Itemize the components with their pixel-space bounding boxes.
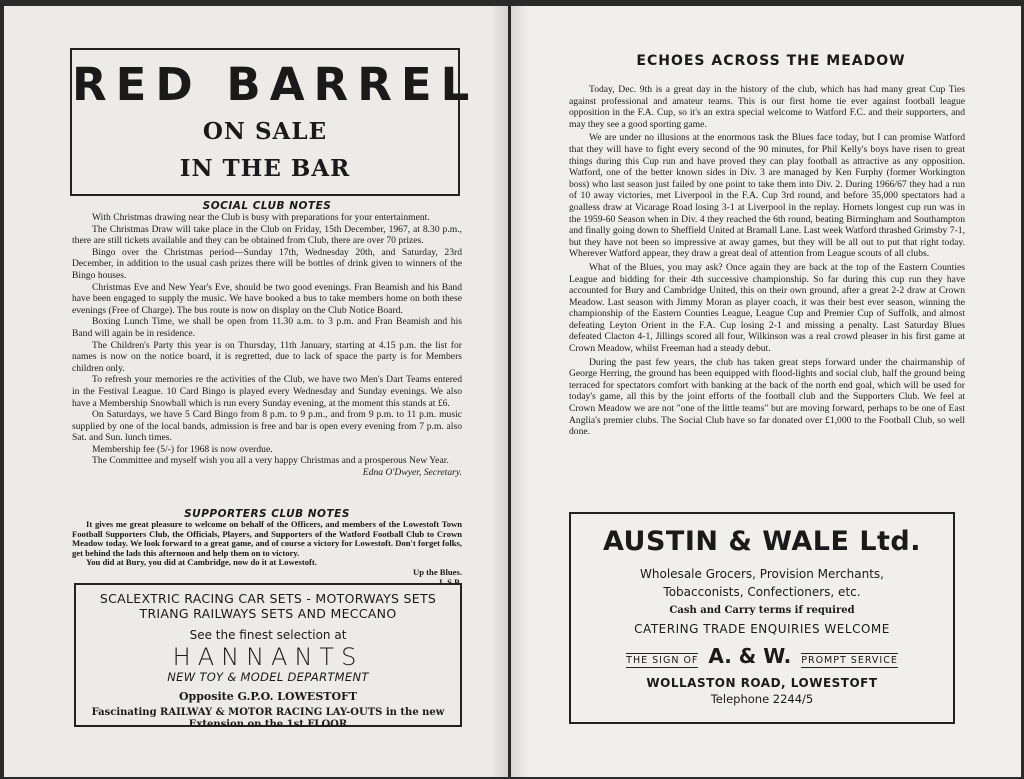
in-the-bar-text: IN THE BAR <box>179 155 351 182</box>
hannants-line1: SCALEXTRIC RACING CAR SETS - MOTORWAYS SETS <box>99 591 437 606</box>
left-page <box>4 6 508 777</box>
supporters-initials: L.S.B. <box>439 576 462 587</box>
sign-of-text: THE SIGN OF <box>626 655 699 666</box>
paragraph: Christmas Eve and New Year's Eve, should be two good evenings. Fran Beamish and his Band have been engaged to supply the music. We have booked a bus to take members home on both these evenings (Free of Charge). The bus route is now on display on the Club Notice Board. <box>72 281 462 316</box>
paragraph: Membership fee (5/-) for 1968 is now overdue. <box>92 443 273 455</box>
social-club-notes <box>72 200 462 479</box>
aw-logo-text: A. & W. <box>708 644 792 668</box>
echoes-heading: ECHOES ACROSS THE MEADOW <box>636 53 906 69</box>
social-club-heading: SOCIAL CLUB NOTES <box>202 200 332 212</box>
paragraph: To refresh your memories re the activities of the Club, we have two Men's Dart Teams entered in the Festival League. 10 Card Bingo is played every Wednesday and Sunday evenings. We also have a Membership Snowball which is run every Sunday evening, at the moment this stands at £6. <box>72 374 462 409</box>
red-barrel-title: RED BARREL <box>72 58 479 111</box>
secretary-signature: Edna O'Dwyer, Secretary. <box>362 467 462 479</box>
hannants-advert <box>74 583 462 730</box>
austin-wale-sign-row <box>571 644 953 668</box>
paragraph: On Saturdays, we have 5 Card Bingo from 8 p.m. to 9 p.m., and from 9 p.m. to 11 p.m. music supplied by one of the local bands, admission is free and bar is open every evening from 7 p.m. also Sat. and Sun. lunch times. <box>72 409 462 444</box>
paragraph: You did at Bury, you did at Cambridge, now do it at Lowestoft. <box>86 557 317 568</box>
echoes-body <box>569 84 965 438</box>
hannants-line3: See the finest selection at <box>189 628 347 642</box>
spine-shadow <box>511 6 529 777</box>
austin-wale-address: WOLLASTON ROAD, LOWESTOFT <box>646 676 878 690</box>
paragraph: Boxing Lunch Time, we shall be open from 11.30 a.m. to 3 p.m. and Fran Beamish and his Band will again be in residence. <box>72 316 462 339</box>
austin-wale-line2: Tobacconists, Confectioners, etc. <box>663 585 861 599</box>
secretary-signature-row <box>72 467 462 479</box>
austin-wale-cash: Cash and Carry terms if required <box>669 605 855 616</box>
paragraph: Today, Dec. 9th is a great day in the history of the club, which has had many great Cup Ties against professional and amateur teams. This is our first home tie ever against football league opposition in the F.A. Cup, so it's an extra special welcome to Watford F.C. and their supporters, and may they see a good sporting game. <box>569 84 965 130</box>
supporters-club-notes <box>72 508 462 587</box>
austin-wale-advert <box>569 512 955 724</box>
echoes-article <box>569 84 965 440</box>
paragraph: It gives me great pleasure to welcome on behalf of the Officers, and members of the Lowestoft Town Football Supporters Club, the Officials, Players, and Supporters of the Watford Football Club to Crown Meadow today. We look forward to a great game, and of course a victory for Lowestoft. Don't forget folks, get behind the lads this afternoon and help them on to victory. <box>72 519 462 558</box>
paragraph: The Children's Party this year is on Thursday, 11th January, starting at 4.15 p.m. the list for names is now on the notice board, it is regretted, due to lack of space the party is for Members children only. <box>72 339 462 374</box>
austin-wale-telephone: Telephone 2244/5 <box>710 692 814 706</box>
prompt-service-text: PROMPT SERVICE <box>801 655 898 666</box>
right-page <box>511 6 1021 777</box>
paragraph: Bingo over the Christmas period—Sunday 17th, Wednesday 20th, and Saturday, 23rd December, in addition to the usual cash prizes there will be bottles of drink given to winners of the Bingo houses. <box>72 246 462 281</box>
social-club-body <box>72 212 462 467</box>
austin-wale-line1: Wholesale Grocers, Provision Merchants, <box>640 567 884 581</box>
hannants-layouts: Fascinating RAILWAY & MOTOR RACING LAY-OUTS in the new Extension on the 1st FLOOR <box>91 707 445 730</box>
supporters-signoff: Up the Blues. <box>413 566 462 577</box>
paragraph: What of the Blues, you may ask? Once again they are back at the top of the Eastern Counties League and bidding for their 4th successive championship. So far during this cup run they have accounted for Bury and Cambridge United, this on their own ground, after a great 2-2 draw at Crown Meadow. Last season with Jimmy Moran as player coach, it was their best ever season, winning the championship of the Eastern Counties League, League Cup and Premier Cup of Suffolk, and almost defeating Leyton Orient in the F.A. Cup losing 2-1 and missing a penalty. Last Saturday Blues defeated Clacton 4-1, Jillings scored all four, Wilkinson was a real crowd pleaser in his first game at Crown Meadow, whilst Freeman had a steady debut. <box>569 261 965 355</box>
hannants-name: HANNANTS <box>172 643 364 671</box>
paragraph: The Christmas Draw will take place in the Club on Friday, 15th December, 1967, at 8.30 p.m., there are still tickets available and they can be obtained from Club, there are over 70 prizes. <box>72 223 462 247</box>
red-barrel-advert <box>70 48 479 196</box>
hannants-line2: TRIANG RAILWAYS SETS AND MECCANO <box>139 606 397 621</box>
austin-wale-title: AUSTIN & WALE Ltd. <box>602 526 922 557</box>
paragraph: During the past few years, the club has taken great steps forward under the chairmanship of George Herring, the ground has been equipped with flood-lights and social club, half the ground being terraced for spectators comfort with banking at the back of the north end goal, which will be used for today's game, all this by the joint efforts of the football club and the Supporters Club. We feel at Crown Meadow we are not "one of the little teams" but are moving forward, perhaps to be one of East Anglia's premier clubs. The Social Club have so far donated over £1,000 to the Football Club, so well done. <box>569 356 965 438</box>
spine-shadow <box>490 6 508 777</box>
hannants-department: NEW TOY & MODEL DEPARTMENT <box>167 670 369 684</box>
supporters-club-body <box>72 520 462 568</box>
hannants-address: Opposite G.P.O. LOWESTOFT <box>178 690 358 703</box>
paragraph: With Christmas drawing near the Club is busy with preparations for your entertainment. <box>92 212 430 223</box>
paragraph: The Committee and myself wish you all a very happy Christmas and a prosperous New Year. <box>92 455 449 467</box>
on-sale-text: ON SALE <box>202 118 328 145</box>
paragraph: We are under no illusions at the enormous task the Blues face today, but I can promise Watford that they will have to fight every second of the 90 minutes, for Phil Kelly's boys have risen to great things during this Cup run and have proved they can play football as attractive as any opposition. Watford, one of the better known sides in Div. 3 are managed by Ken Furphy (former Workington boss) who last season just failed by one point to take them into Div. 2. During 1966/67 they had a run of 10 away victories, met Liverpool in the F.A. Cup 3rd round, and before 35,000 spectators had a goalless draw at Vicarage Road losing 3-1 at Liverpool in the replay. Hornets longest cup run was in the 1959-60 Season when in Div. 4 they reached the 6th round, beating Birmingham and Southampton and finally going down to Sheffield United at Bramall Lane. Last week Watford thrashed Grimsby 7-1, but they have not been so impressive at away games, but they will be all out to put that right today. Wherever Watford appear, they draw a great deal of attention from League scouts of all clubs. <box>569 132 965 260</box>
austin-wale-catering: CATERING TRADE ENQUIRIES WELCOME <box>634 622 890 636</box>
supporters-club-heading: SUPPORTERS CLUB NOTES <box>184 508 350 520</box>
